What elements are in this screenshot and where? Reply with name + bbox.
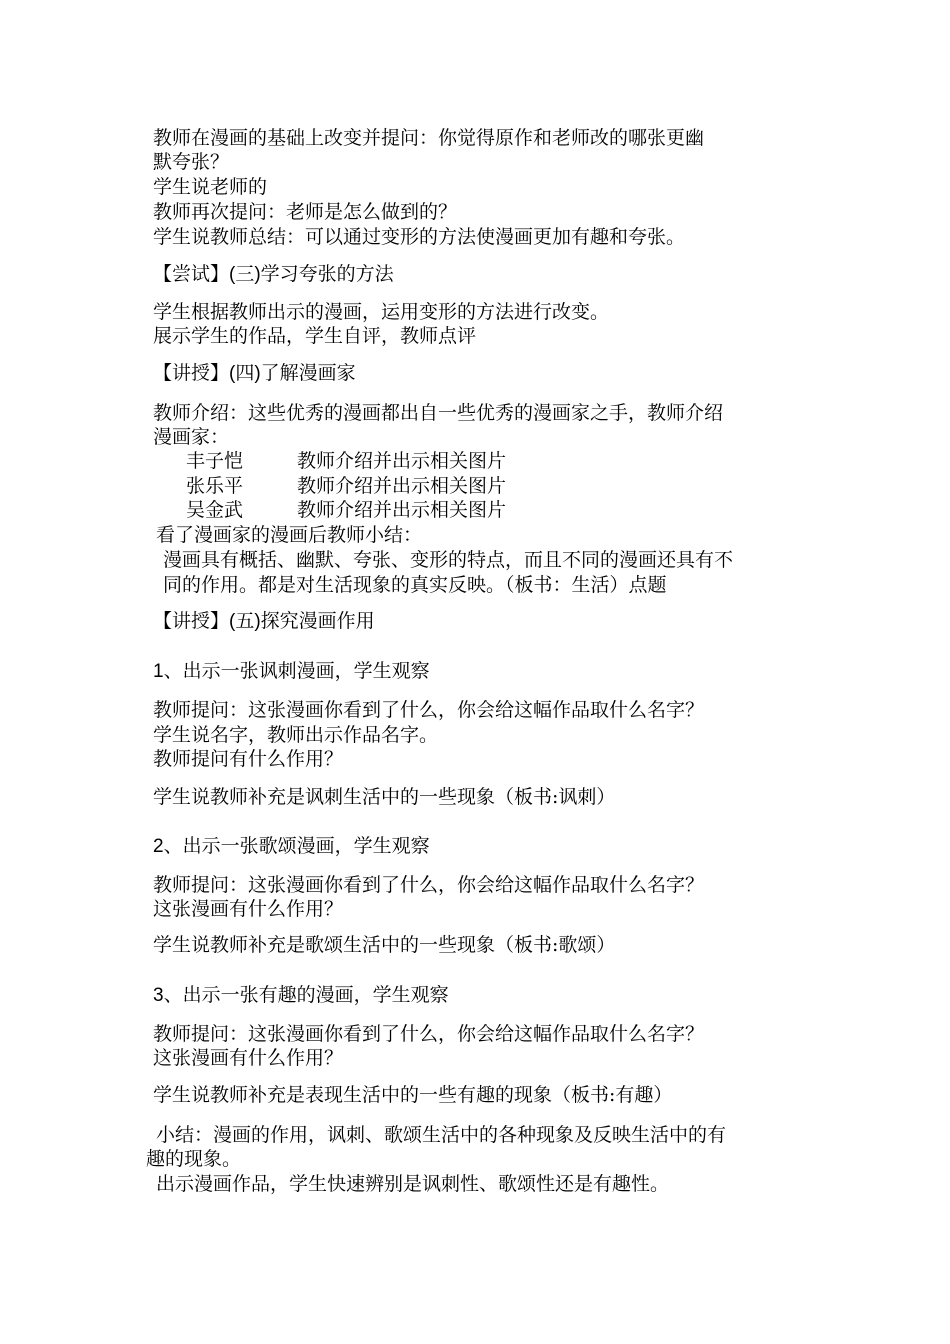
section-4-tag: 【讲授】 bbox=[153, 362, 230, 384]
artist-desc: 教师介绍并出示相关图片 bbox=[297, 499, 507, 521]
item-3-answer: 学生说教师补充是表现生活中的一些有趣的现象（板书:有趣） bbox=[153, 1084, 673, 1106]
section-3-heading bbox=[153, 262, 394, 287]
item-1-title: 1、出示一张讽刺漫画，学生观察 bbox=[153, 661, 430, 682]
item-3-question-2: 这张漫画有什么作用？ bbox=[153, 1047, 344, 1069]
artist-name: 丰子恺 bbox=[186, 450, 244, 472]
intro-line-3: 学生说老师的 bbox=[153, 176, 268, 198]
section-3-title: (三)学习夸张的方法 bbox=[229, 264, 394, 285]
section-5-tag: 【讲授】 bbox=[153, 610, 230, 632]
section-4-summary-1: 看了漫画家的漫画后教师小结： bbox=[156, 524, 423, 546]
item-1-question-3: 教师提问有什么作用？ bbox=[153, 748, 344, 770]
item-2-title: 2、出示一张歌颂漫画，学生观察 bbox=[153, 836, 430, 857]
item-1-question-2: 学生说名字，教师出示作品名字。 bbox=[153, 724, 439, 746]
item-1-answer: 学生说教师补充是讽刺生活中的一些现象（板书:讽刺） bbox=[153, 786, 616, 808]
section-4-heading bbox=[153, 361, 356, 386]
intro-line-1: 教师在漫画的基础上改变并提问：你觉得原作和老师改的哪张更幽 bbox=[153, 127, 705, 149]
item-2-answer: 学生说教师补充是歌颂生活中的一些现象（板书:歌颂） bbox=[153, 934, 616, 956]
section-4-line-2: 漫画家： bbox=[153, 426, 230, 448]
section-5-title: (五)探究漫画作用 bbox=[229, 611, 375, 632]
section-4-title: (四)了解漫画家 bbox=[229, 363, 356, 384]
section-4-line-1: 教师介绍：这些优秀的漫画都出自一些优秀的漫画家之手，教师介绍 bbox=[153, 402, 724, 424]
section-3-tag: 【尝试】 bbox=[153, 263, 230, 285]
item-2-question-2: 这张漫画有什么作用？ bbox=[153, 898, 344, 920]
section-5-heading bbox=[153, 609, 375, 634]
intro-line-4: 教师再次提问：老师是怎么做到的？ bbox=[153, 201, 458, 223]
item-2-question-1: 教师提问：这张漫画你看到了什么，你会给这幅作品取什么名字？ bbox=[153, 874, 705, 896]
section-5-summary-3: 出示漫画作品，学生快速辨别是讽刺性、歌颂性还是有趣性。 bbox=[156, 1173, 670, 1195]
artist-name: 张乐平 bbox=[186, 475, 244, 497]
section-5-summary-1: 小结：漫画的作用，讽刺、歌颂生活中的各种现象及反映生活中的有 bbox=[156, 1124, 727, 1146]
item-3-question-1: 教师提问：这张漫画你看到了什么，你会给这幅作品取什么名字？ bbox=[153, 1023, 705, 1045]
artist-name: 吴金武 bbox=[186, 499, 244, 521]
artist-desc: 教师介绍并出示相关图片 bbox=[297, 475, 507, 497]
section-5-summary-2: 趣的现象。 bbox=[146, 1148, 242, 1170]
intro-line-5: 学生说教师总结：可以通过变形的方法使漫画更加有趣和夸张。 bbox=[153, 226, 686, 248]
section-3-line-1: 学生根据教师出示的漫画，运用变形的方法进行改变。 bbox=[153, 301, 610, 323]
item-3-title: 3、出示一张有趣的漫画，学生观察 bbox=[153, 985, 449, 1006]
section-4-summary-3: 同的作用。都是对生活现象的真实反映。（板书：生活）点题 bbox=[163, 574, 667, 596]
section-4-summary-2: 漫画具有概括、幽默、夸张、变形的特点，而且不同的漫画还具有不 bbox=[163, 549, 734, 571]
intro-line-2: 默夸张？ bbox=[153, 151, 230, 173]
artist-desc: 教师介绍并出示相关图片 bbox=[297, 450, 507, 472]
item-1-question-1: 教师提问：这张漫画你看到了什么，你会给这幅作品取什么名字？ bbox=[153, 699, 705, 721]
section-3-line-2: 展示学生的作品，学生自评，教师点评 bbox=[153, 325, 477, 347]
